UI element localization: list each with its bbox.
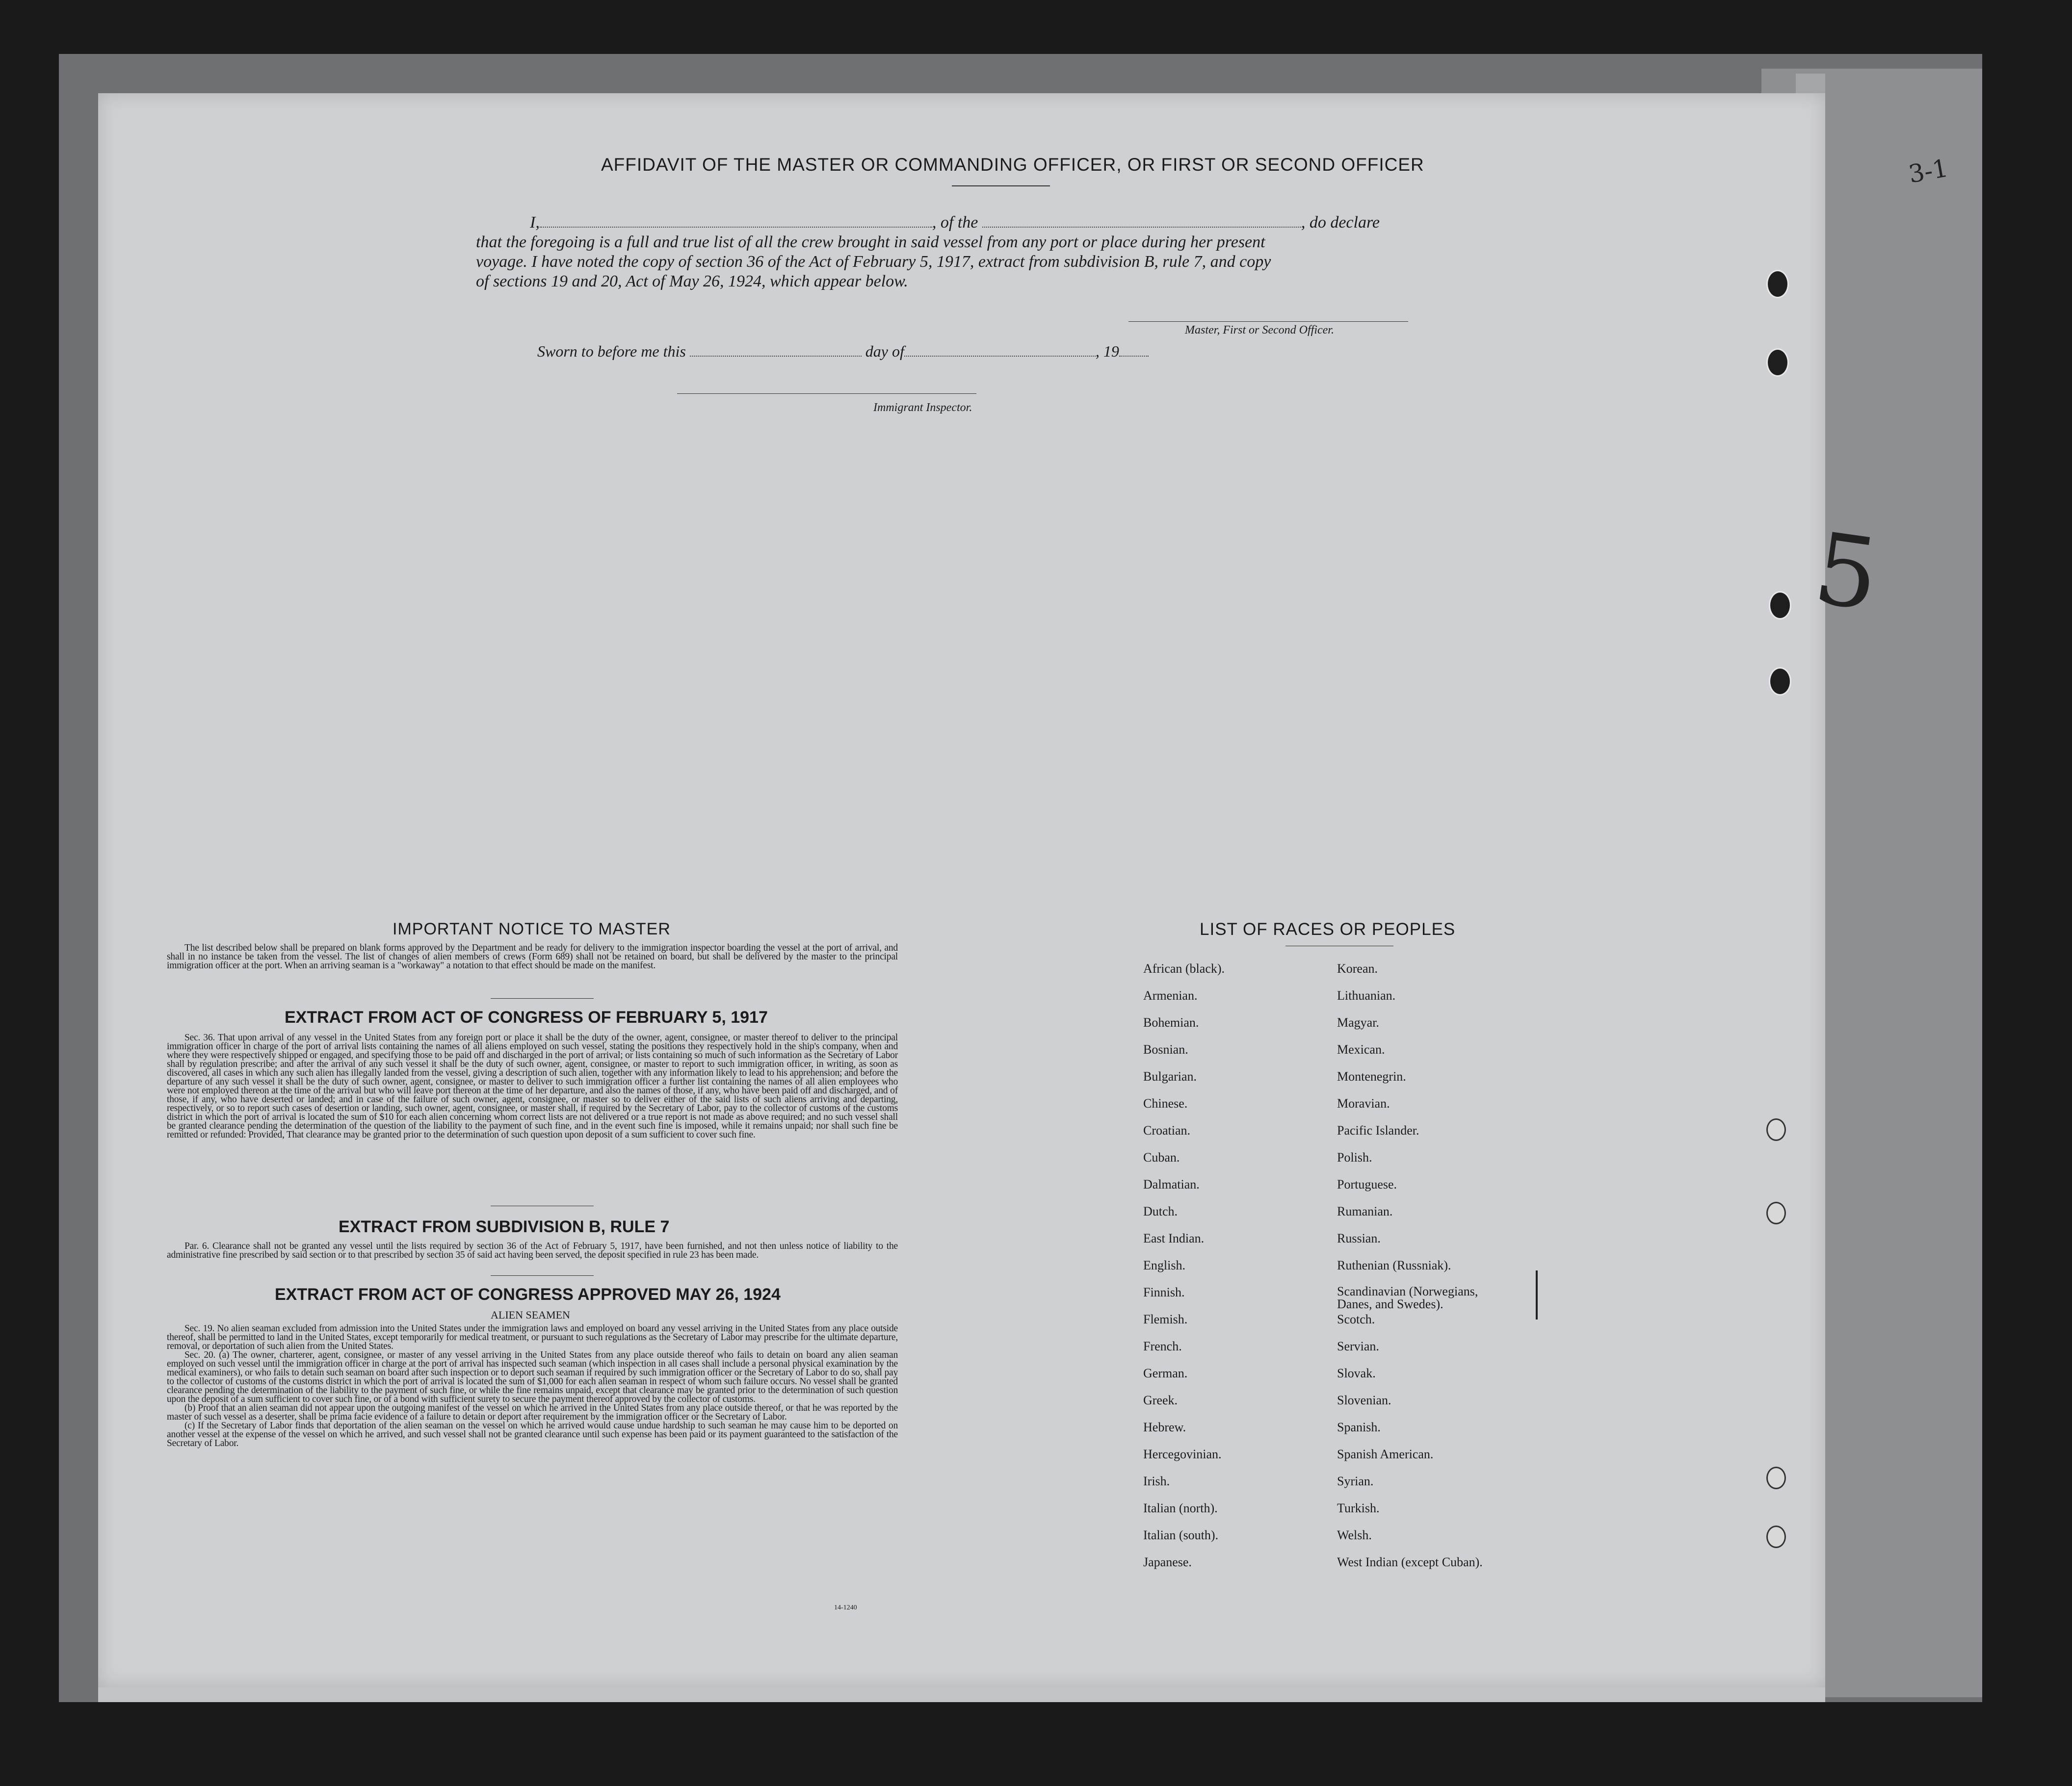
sworn-year-blank[interactable] [1119,356,1149,357]
race-item: Greek. [1143,1393,1178,1407]
binding-hole [1766,1202,1786,1224]
race-item: Chinese. [1143,1096,1188,1111]
section-20b-paragraph: (b) Proof that an alien seaman did not appear upon the outgoing manifest of the vessel on which he arrived in the United States from any place outside thereof, or that he was reported by the master of such vessel as a deserter, shall be prima facie evidence of a failure to detain or deport after requirement by the immigration officer or the Secretary of Labor. [167,1403,898,1422]
race-item: Hebrew. [1143,1420,1186,1434]
sworn-month-blank[interactable] [904,356,1096,357]
race-item: East Indian. [1143,1231,1205,1245]
race-item: Turkish. [1337,1501,1380,1515]
inspector-signature-line[interactable] [677,393,976,394]
race-item: African (black). [1143,961,1225,976]
sworn-label: Sworn to before me this [537,342,686,360]
race-item: Dalmatian. [1143,1177,1200,1191]
form-number: 14-1240 [834,1604,857,1611]
race-item: Italian (north). [1143,1501,1218,1515]
extract-1917-body [167,1034,898,1139]
races-right-column [1337,961,1504,1582]
race-item: Lithuanian. [1337,988,1396,1003]
race-item: Korean. [1337,961,1378,976]
race-item: Polish. [1337,1150,1372,1165]
race-item: Pacific Islander. [1337,1123,1419,1138]
race-item: Ruthenian (Russniak). [1337,1258,1451,1272]
section-20c-paragraph: (c) If the Secretary of Labor finds that deportation of the alien seaman on the vessel on which he arrived would cause undue hardship to such seaman he may cause him to be deported on another vessel at the expense of the vessel on which he arrived, and such vessel shall not be granted clearance until such expense has been paid or its payment guaranteed to the satisfaction of the Secretary of Labor. [167,1421,898,1449]
rule-7-title: EXTRACT FROM SUBDIVISION B, RULE 7 [339,1217,670,1236]
signature-label: Master, First or Second Officer. [1185,324,1334,336]
race-item: West Indian (except Cuban). [1337,1555,1483,1569]
binding-hole [1766,1118,1786,1141]
race-item: Spanish. [1337,1420,1381,1434]
race-item: Irish. [1143,1474,1170,1488]
rule-7-rule [491,1275,594,1276]
affidavit-line-2: that the foregoing is a full and true list of all the crew brought in said vessel from any port or place during her present [476,233,1265,251]
year-prefix: , 19 [1095,342,1119,360]
race-item: French. [1143,1339,1182,1353]
race-item: Hercegovinian. [1143,1447,1222,1461]
inspector-label: Immigrant Inspector. [873,401,972,414]
binding-hole [1769,667,1791,696]
notice-title: IMPORTANT NOTICE TO MASTER [393,920,671,938]
name-blank[interactable] [540,227,932,228]
race-item: Welsh. [1337,1528,1372,1542]
race-item: Moravian. [1337,1096,1390,1111]
affidavit-of-the: , of the [932,213,978,232]
binding-hole [1769,591,1791,620]
race-item: Servian. [1337,1339,1379,1353]
section-19-paragraph: Sec. 19. No alien seaman excluded from admission into the United States under the immigration laws and employed on board any vessel arriving in the United States from any place outside thereof, shall be permitted to land in the United States, except temporarily for medical treatment, or pursuant to such regulations as the Secretary of Labor may prescribe for the ultimate departure, removal, or deportation of such alien from the United States. [167,1323,898,1351]
sworn-day-blank[interactable] [690,356,862,357]
section-20a-paragraph: Sec. 20. (a) The owner, charterer, agent, consignee, or master of any vessel arriving in the United States from any place outside thereof who fails to detain on board any alien seaman employed on such vessel until the immigration officer in charge at the port of arrival has inspected such seaman (which inspection in all cases shall include a personal physical examination by the medical examiners), or who fails to detain such seaman on board after such inspection or to deport such seaman if required by such immigration officer or the Secretary of Labor to do so, shall pay to the collector of customs of the customs district in which the port of arrival is located the sum of $1,000 for each alien seaman in respect of whom such failure occurs. No vessel shall be granted clearance pending the determination of the liability to the payment of such fine, or while the fine remains unpaid, except that clearance may be granted prior to the determination of such question upon the deposit of a sum sufficient to cover such fine, or of a bond with sufficient surety to secure the payment thereof approved by the collector of customs. [167,1350,898,1404]
page-bottom-edge [98,1687,1825,1702]
race-item: German. [1143,1366,1188,1380]
race-item: Cuban. [1143,1150,1180,1165]
rule-7-body [167,1242,898,1260]
race-item: Scotch. [1337,1312,1375,1326]
handwritten-page-mark: 5 [1808,511,1886,633]
race-item: Slovenian. [1337,1393,1391,1407]
race-item: Rumanian. [1337,1204,1393,1218]
race-item: Russian. [1337,1231,1381,1245]
race-item: Dutch. [1143,1204,1178,1218]
race-item: Finnish. [1143,1285,1185,1299]
races-left-column [1143,961,1225,1582]
signature-line[interactable] [1128,321,1408,322]
race-item: Japanese. [1143,1555,1192,1569]
binding-hole [1766,1467,1786,1489]
binding-hole [1766,348,1789,377]
document-page [98,93,1825,1687]
notice-paragraph: The list described below shall be prepared on blank forms approved by the Department and be ready for delivery to the immigration inspector boarding the vessel at the port of arrival, and shall in no instance be taken from the vessel. The list of changes of alien members of crews (Form 689) shall not be retained on board, but shall be delivered by the master to the principal immigration officer at the port. When an arriving seaman is a "workaway" a notation to that effect should be made on the manifest. [167,943,898,971]
extract-1924-title: EXTRACT FROM ACT OF CONGRESS APPROVED MAY 26, 1924 [275,1285,781,1304]
notice-rule [491,998,594,999]
day-of-label: day of [865,342,904,360]
affidavit-line-3: voyage. I have noted the copy of section 36 of the Act of February 5, 1917, extract from subdivision B, rule 7, and copy [476,253,1271,271]
vessel-blank[interactable] [982,227,1301,228]
race-item: Bohemian. [1143,1015,1199,1030]
races-title: LIST OF RACES OR PEOPLES [1200,920,1456,939]
affidavit-i: I, [530,213,540,232]
handwritten-bracket [1536,1270,1538,1320]
sworn-line [537,342,1149,361]
affidavit-title: AFFIDAVIT OF THE MASTER OR COMMANDING OFFICER, OR FIRST OR SECOND OFFICER [601,155,1424,175]
extract-1917-title: EXTRACT FROM ACT OF CONGRESS OF FEBRUARY 5, 1917 [285,1008,768,1027]
race-item: Flemish. [1143,1312,1188,1326]
race-item: English. [1143,1258,1185,1272]
handwritten-corner-note: 3-1 [1906,154,1950,189]
title-rule [952,185,1050,186]
section-36-paragraph: Sec. 36. That upon arrival of any vessel in the United States from any foreign port or place it shall be the duty of the owner, agent, consignee, or master thereof to deliver to the principal immigration officer in charge of the port of arrival lists containing the names of all aliens employed on such vessel, stating the positions they respectively hold in the ship's company, when and where they were respectively shipped or engaged, and specifying those to be paid off and discharged in the port of arrival; or lists containing so much of such information as the Secretary of Labor shall by regulation prescribe; and after the arrival of any such vessel it shall be the duty of such owner, agent, consignee, or master to report to such immigration officer, in writing, as soon as discovered, all cases in which any such alien has illegally landed from the vessel, giving a description of such alien, together with any information likely to lead to his apprehension; and before the departure of any such vessel it shall be the duty of such owner, agent, consignee, or master to deliver to such immigration officer a further list containing the names of all alien employees who were not employed thereon at the time of the arrival but who will leave port thereon at the time of her departure, and also the names of those, if any, who have been paid off and discharged, and of those, if any, who have deserted or landed; and in case of the failure of such owner, agent, consignee, or master so to deliver either of the said lists of such aliens arriving and departing, respectively, or so to report such cases of desertion or landing, such owner, agent, consignee, or master shall, if required by the Secretary of Labor, pay to the collector of customs of the customs district in which the port of arrival is located the sum of $10 for each alien concerning whom correct lists are not delivered or a true report is not made as above required; and no such vessel shall be granted clearance pending the determination of the question of the liability to the payment of such fine, and in the event such fine is imposed, while it remains unpaid; nor shall such fine be remitted or refunded: Provided, That clearance may be granted prior to the determination of such question upon deposit of a sum sufficient to cover such fine. [167,1033,898,1140]
race-item: Bulgarian. [1143,1069,1197,1084]
affidavit-declare: , do declare [1301,213,1380,232]
alien-seamen-subtitle: ALIEN SEAMEN [491,1309,570,1321]
extract-1924-body [167,1324,898,1448]
race-item: Mexican. [1337,1042,1385,1057]
race-item: Spanish American. [1337,1447,1434,1461]
race-item: Syrian. [1337,1474,1374,1488]
rule-7-paragraph: Par. 6. Clearance shall not be granted any vessel until the lists required by section 36 of the Act of February 5, 1917, have been furnished, and not then unless notice of liability to the administrative fine prescribed by said section or to that prescribed by section 35 of said act having been served, the deposit specified in rule 23 has been made. [167,1241,898,1260]
affidavit-line-4: of sections 19 and 20, Act of May 26, 1924, which appear below. [476,272,908,290]
affidavit-line-1 [530,213,1380,232]
race-item: Magyar. [1337,1015,1379,1030]
binding-hole [1766,1526,1786,1548]
race-item: Slovak. [1337,1366,1376,1380]
notice-body [167,944,898,970]
race-item: Bosnian. [1143,1042,1188,1057]
race-item: Montenegrin. [1337,1069,1406,1084]
race-item: Portuguese. [1337,1177,1397,1191]
race-item: Croatian. [1143,1123,1191,1138]
race-item: Scandinavian (Norwegians, Danes, and Swedes). [1337,1284,1478,1311]
race-item: Armenian. [1143,988,1198,1003]
binding-hole [1766,270,1789,298]
race-item: Italian (south). [1143,1528,1219,1542]
